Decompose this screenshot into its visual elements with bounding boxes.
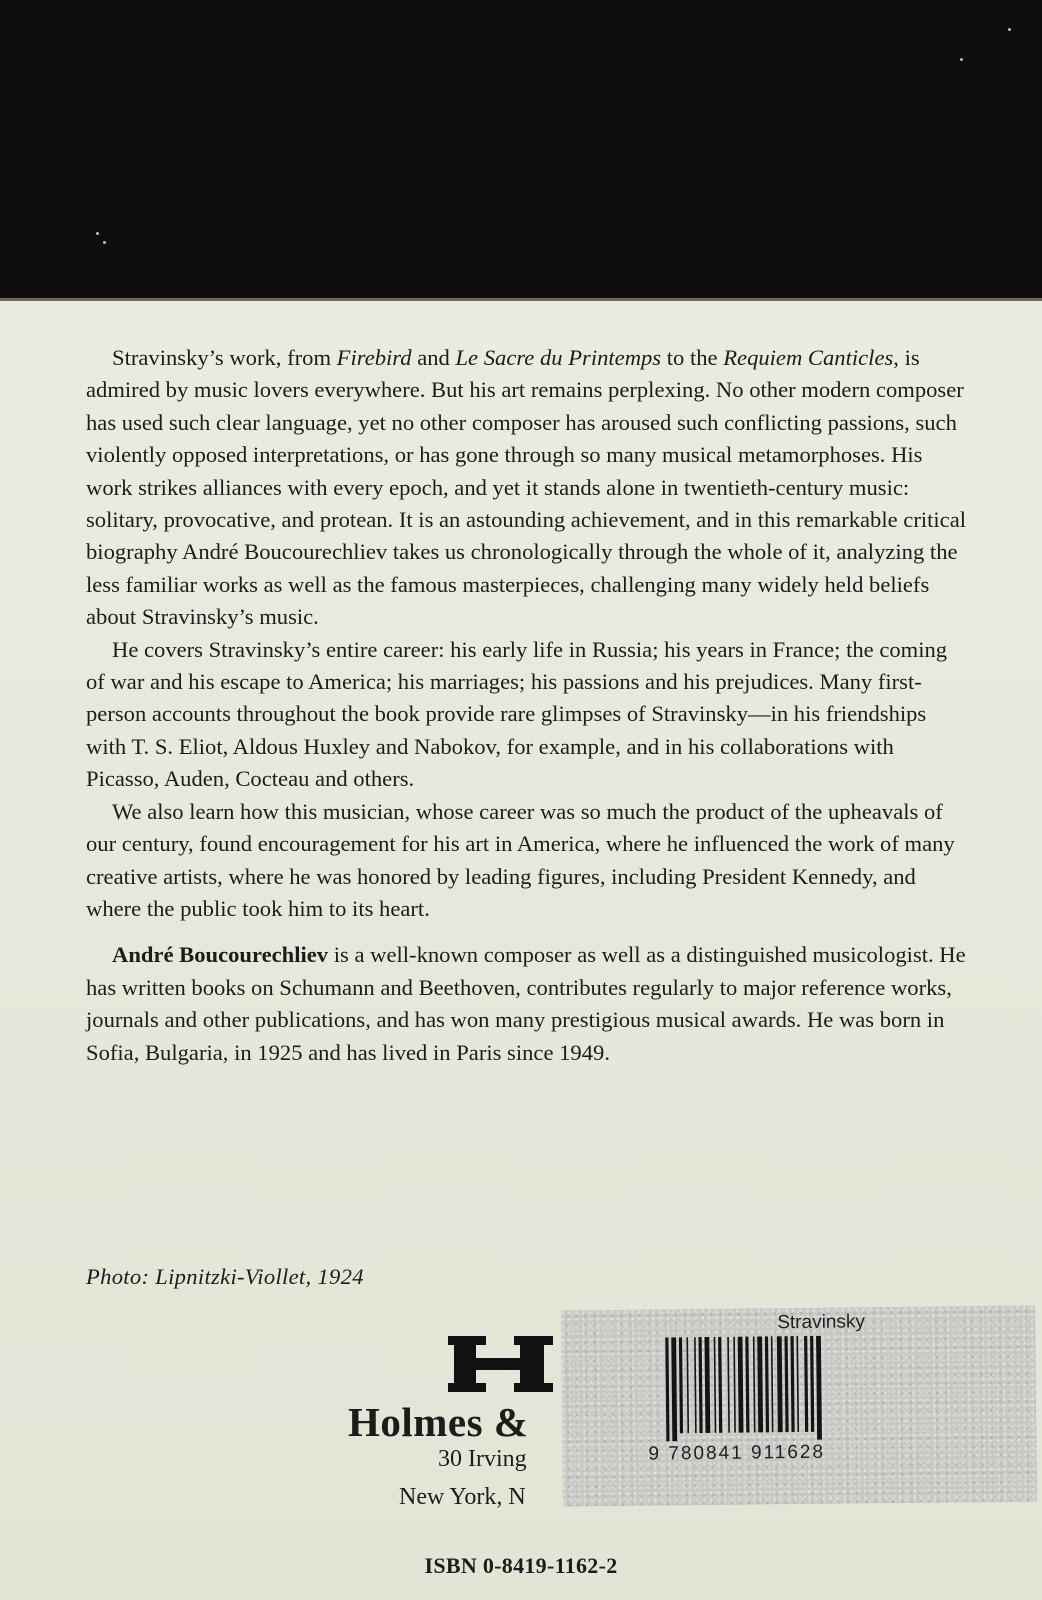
author-name: André Boucourechliev xyxy=(112,942,329,968)
sticker-label: Stravinsky xyxy=(777,1311,866,1334)
blurb-paragraph-1: Stravinsky’s work, from Firebird and Le Sacre du Printemps to the Requiem Canticles, is admired by music lovers everywhere. But his art remains perplexing. No other modern composer has used such clear language, yet no other composer has aroused such conflicting passions, such violently opposed interpretations, or has gone through so many musical metamorphoses. His work strikes alliances with every epoch, and yet it stands alone in twentieth-century music: solitary, provocative, and protean. It is an astounding achievement, and in this remarkable critical biography André Boucourechliev takes us chronologically through the whole of it, analyzing the less familiar works as well as the famous masterpieces, challenging many widely held beliefs about Stravinsky’s music. xyxy=(86,345,967,630)
photo-credit: Photo: Lipnitzki-Viollet, 1924 xyxy=(86,1264,364,1289)
title-requiem-canticles: Requiem Canticles xyxy=(723,345,894,370)
cover-photo-band xyxy=(0,0,1042,298)
book-blurb xyxy=(86,342,970,1069)
publisher-address-line2: New York, N xyxy=(399,1484,526,1510)
barcode-icon xyxy=(661,1335,898,1441)
blurb-paragraph-3: We also learn how this musician, whose career was so much the product of the upheavals of our century, found encouragement for his art in America, where he influenced the work of many creative artists, where he was honored by leading figures, including President Kennedy, and where the public took him to its heart. xyxy=(86,798,955,921)
title-firebird: Firebird xyxy=(336,345,412,370)
author-bio: André Boucourechliev is a well-known composer as well as a distinguished musicologist. He has written books on Schumann and Beethoven, contributes regularly to major reference works, journals and other publications, and has won many prestigious musical awards. He was born in Sofia, Bulgaria, in 1925 and has lived in Paris since 1949. xyxy=(86,942,966,1065)
dust-speck xyxy=(960,58,963,61)
dust-speck xyxy=(1008,28,1011,31)
barcode-digits: 9 780841 911628 xyxy=(648,1441,826,1465)
publisher-name: Holmes & xyxy=(348,1399,529,1445)
price-sticker xyxy=(561,1306,1037,1507)
isbn-number: ISBN 0-8419-1162-2 xyxy=(424,1553,618,1578)
publisher-address-line1: 30 Irving xyxy=(438,1446,527,1472)
dust-speck xyxy=(96,232,99,235)
publisher-logo xyxy=(448,1334,553,1394)
dust-speck xyxy=(103,241,106,244)
title-le-sacre: Le Sacre du Printemps xyxy=(455,345,662,370)
blurb-paragraph-2: He covers Stravinsky’s entire career: his early life in Russia; his years in France; the coming of war and his escape to America; his marriages; his passions and his prejudices. Many first-person accounts throughout the book provide rare glimpses of Stravinsky—in his friendships with T. S. Eliot, Aldous Huxley and Nabokov, for example, and in his collaborations with Picasso, Auden, Cocteau and others. xyxy=(86,636,948,792)
